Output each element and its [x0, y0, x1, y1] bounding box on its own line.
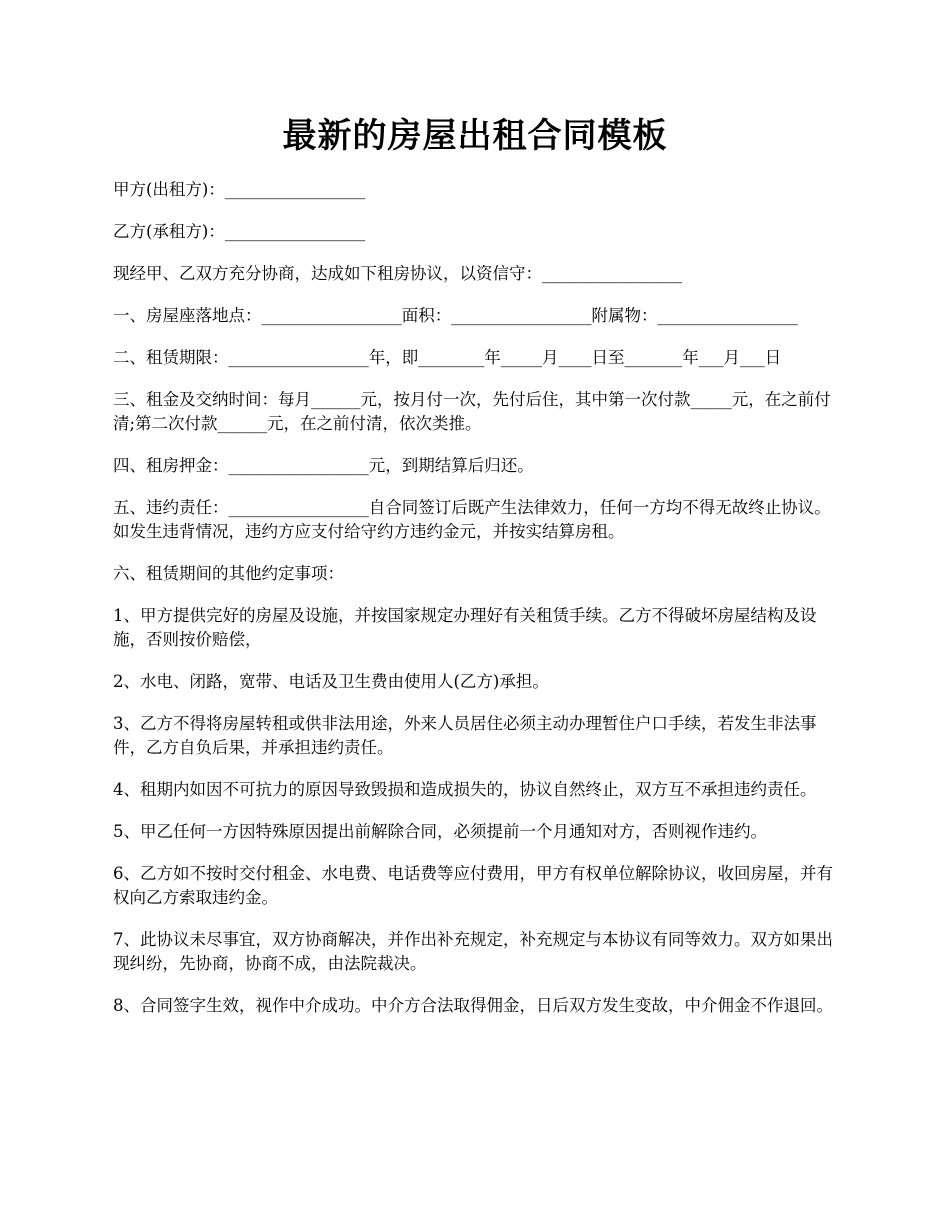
document-body — [113, 178, 840, 1036]
clause-other-heading: 六、租赁期间的其他约定事项： — [113, 564, 344, 583]
term-item-8: 8、合同签字生效，视作中介成功。中介方合法取得佣金，日后双方发生变故，中介佣金不作退回。 — [113, 996, 833, 1015]
agreement-intro: 现经甲、乙双方充分协商，达成如下租房协议，以资信守：_________________ — [113, 264, 683, 283]
document-title: 最新的房屋出租合同模板 — [282, 116, 668, 156]
clause-rent-payment: 三、租金及交纳时间：每月______元，按月付一次，先付后住，其中第一次付款_____元，在之前付清;第二次付款______元，在之前付清，依次类推。 — [113, 390, 831, 433]
term-item-2: 2、水电、闭路，宽带、电话及卫生费由使用人(乙方)承担。 — [113, 672, 549, 691]
term-item-7: 7、此协议未尽事宜，双方协商解决，并作出补充规定，补充规定与本协议有同等效力。双方如果出现纠纷，先协商，协商不成，由法院裁决。 — [113, 930, 833, 973]
clause-location: 一、房屋座落地点：_________________面积：_________________附属物：_________________ — [113, 306, 798, 325]
term-item-6: 6、乙方如不按时交付租金、水电费、电话费等应付费用，甲方有权单位解除协议，收回房屋，并有权向乙方索取违约金。 — [113, 864, 833, 907]
party-a-line: 甲方(出租方)：_________________ — [113, 180, 366, 199]
term-item-1: 1、甲方提供完好的房屋及设施，并按国家规定办理好有关租赁手续。乙方不得破坏房屋结构及设施，否则按价赔偿， — [113, 606, 817, 649]
term-item-4: 4、租期内如因不可抗力的原因导致毁损和造成损失的，协议自然终止，双方互不承担违约责任。 — [113, 780, 817, 799]
clause-breach: 五、违约责任：_________________自合同签订后既产生法律效力，任何一方均不得无故终止协议。如发生违背情况，违约方应支付给守约方违约金元，并按实结算房租。 — [113, 498, 831, 541]
party-b-line: 乙方(承租方)：_________________ — [113, 222, 366, 241]
clause-deposit: 四、租房押金：_________________元，到期结算后归还。 — [113, 456, 534, 475]
clause-lease-term: 二、租赁期限：_________________年，即________年_____月____日至_______年___月___日 — [113, 348, 782, 367]
term-item-3: 3、乙方不得将房屋转租或供非法用途，外来人员居住必须主动办理暂住户口手续，若发生非法事件，乙方自负后果，并承担违约责任。 — [113, 714, 817, 757]
term-item-5: 5、甲乙任何一方因特殊原因提出前解除合同，必须提前一个月通知对方，否则视作违约。 — [113, 822, 767, 841]
